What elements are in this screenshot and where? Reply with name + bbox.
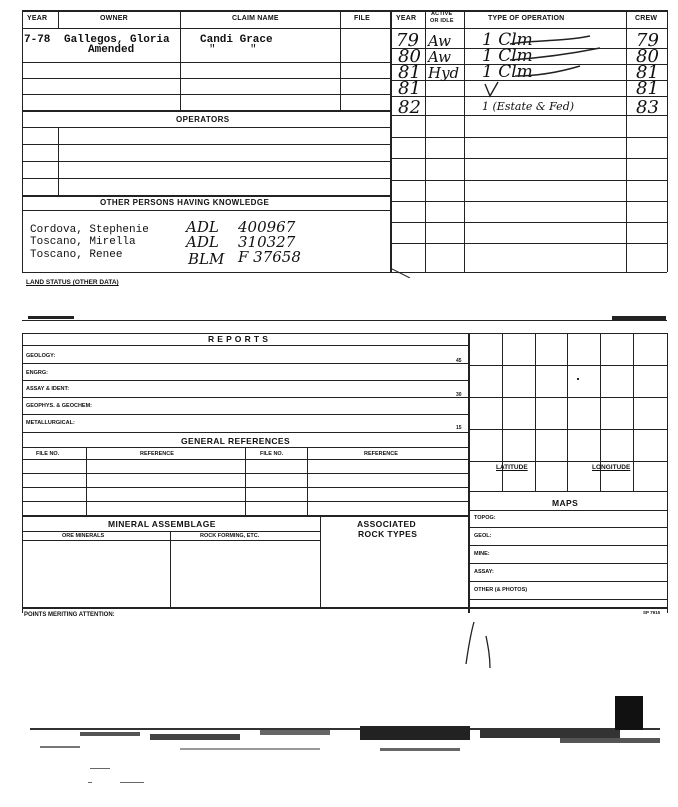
report-geophys-label: GEOPHYS. & GEOCHEM: <box>26 403 93 409</box>
refs-file-no-2: FILE NO. <box>260 451 284 457</box>
longitude-label: LONGITUDE <box>592 464 631 471</box>
person-agency-1: ADL <box>186 218 219 236</box>
activity-crew-3: 81 <box>636 62 659 83</box>
reports-row-line <box>22 432 468 433</box>
knowledge-bottom <box>22 272 390 273</box>
scan-mark <box>28 316 74 319</box>
header-or-idle: OR IDLE <box>430 18 454 24</box>
scan-noise <box>0 690 678 800</box>
maps-row-line <box>468 545 667 546</box>
maps-rule <box>468 510 667 511</box>
owner-name: Gallegos, Gloria <box>64 34 170 46</box>
person-number-3: F 37658 <box>238 248 301 266</box>
header-claim-name: CLAIM NAME <box>232 15 279 22</box>
knowledge-title: OTHER PERSONS HAVING KNOWLEDGE <box>100 198 270 207</box>
grid-row-line <box>468 365 667 366</box>
header-type-of-operation: TYPE OF OPERATION <box>488 15 565 22</box>
knowledge-rule <box>22 210 390 211</box>
map-mine-label: MINE: <box>474 551 490 557</box>
activity-crew-1: 79 <box>636 30 659 51</box>
operators-rule <box>22 127 390 128</box>
person-agency-2: ADL <box>186 233 219 251</box>
mineral-rule <box>22 540 320 541</box>
header-owner: OWNER <box>100 15 128 22</box>
map-geol-label: GEOL: <box>474 533 492 539</box>
report-metallurgical-num: 15 <box>456 425 462 431</box>
operators-title: OPERATORS <box>176 115 230 124</box>
header-year: YEAR <box>27 15 48 22</box>
top-border <box>22 10 667 12</box>
header-file: FILE <box>354 15 370 22</box>
operators-bottom <box>22 195 390 197</box>
activity-type-3: 1 Clm <box>482 62 533 82</box>
refs-file-no-1: FILE NO. <box>36 451 60 457</box>
refs-col-line <box>307 447 308 515</box>
report-assay-num: 30 <box>456 392 462 398</box>
activity-active-1: Aw <box>428 32 451 50</box>
map-topog-label: TOPOG: <box>474 515 496 521</box>
maps-row-line <box>468 527 667 528</box>
activity-active-3: Hyd <box>428 64 460 82</box>
activity-year-3: 81 <box>398 62 421 83</box>
mineral-col-line <box>170 531 171 607</box>
right-border <box>667 10 668 272</box>
activity-year-5: 82 <box>398 97 421 118</box>
refs-reference-2: REFERENCE <box>364 451 398 457</box>
map-assay-label: ASSAY: <box>474 569 494 575</box>
person-name-3: Toscano, Renee <box>30 249 123 261</box>
year-col-line <box>58 10 59 28</box>
ore-minerals-label: ORE MINERALS <box>62 533 105 539</box>
grid-col-line <box>633 333 634 491</box>
report-assay-label: ASSAY & IDENT: <box>26 386 70 392</box>
latitude-label: LATITUDE <box>496 464 528 471</box>
owner-year: 7-78 <box>24 34 51 46</box>
activity-type-1: 1 Clm <box>482 30 533 50</box>
reports-right-border <box>667 333 668 613</box>
general-refs-title: GENERAL REFERENCES <box>181 436 291 446</box>
form-code: SP 7915 <box>643 610 661 615</box>
mineral-bottom <box>22 607 468 609</box>
grid-dot <box>577 378 579 380</box>
mineral-col-line <box>320 515 321 607</box>
left-border <box>22 10 23 272</box>
person-number-2: 310327 <box>238 233 296 251</box>
rock-types-label: ROCK TYPES <box>358 529 418 539</box>
activity-active-2: Aw <box>428 48 451 66</box>
owner-row-line <box>22 78 390 79</box>
person-number-1: 400967 <box>238 218 296 236</box>
activity-year-2: 80 <box>398 46 421 67</box>
reports-row-line <box>22 363 468 364</box>
activity-year-4: 81 <box>398 78 421 99</box>
header-crew: CREW <box>635 15 658 22</box>
mineral-rule <box>22 531 320 532</box>
maps-row-line <box>468 563 667 564</box>
person-name-2: Toscano, Mirella <box>30 236 136 248</box>
header-active: ACTIVE <box>431 11 453 17</box>
reports-divider <box>468 333 470 613</box>
activity-type-2: 1 Clm <box>482 46 533 66</box>
report-geology-num: 45 <box>456 358 462 364</box>
report-geology-label: GEOLOGY: <box>26 353 56 359</box>
activity-crew-2: 80 <box>636 46 659 67</box>
person-agency-3: BLM <box>188 250 225 268</box>
maps-title: MAPS <box>552 498 579 508</box>
coords-divider <box>567 461 568 491</box>
maps-bottom <box>468 607 667 609</box>
grid-row-line <box>468 397 667 398</box>
refs-col-line <box>245 447 246 515</box>
maps-row-line <box>468 581 667 582</box>
owner-row-line <box>22 110 390 112</box>
mineral-title: MINERAL ASSEMBLAGE <box>108 519 216 529</box>
reports-row-line <box>22 380 468 381</box>
owner-row-line <box>22 94 390 95</box>
handwritten-mark <box>460 616 500 672</box>
maps-row-line <box>468 599 667 600</box>
owner-amended: Amended <box>88 44 135 56</box>
reports-row-line <box>22 397 468 398</box>
operators-row-line <box>22 178 390 179</box>
owner-col-line <box>180 10 181 110</box>
activity-crew-5: 83 <box>636 97 659 118</box>
claim-ditto-1: " <box>209 44 216 56</box>
handwritten-strokes <box>390 28 667 278</box>
person-name-1: Cordova, Stephenie <box>30 224 149 236</box>
reports-row-line <box>22 345 468 346</box>
grid-col-line <box>535 333 536 491</box>
refs-bottom <box>22 515 468 517</box>
refs-col-line <box>86 447 87 515</box>
report-metallurgical-label: METALLURGICAL: <box>26 420 75 426</box>
land-status-bottom <box>22 320 667 321</box>
activity-year-1: 79 <box>396 30 419 51</box>
grid-row-line <box>468 429 667 430</box>
rock-forming-label: ROCK FORMING, ETC. <box>200 533 260 539</box>
claim-col-line <box>340 10 341 110</box>
coords-bottom <box>468 491 667 492</box>
land-status-label: LAND STATUS (OTHER DATA) <box>26 279 119 286</box>
reports-top-line <box>22 333 667 334</box>
operators-row-line <box>22 144 390 145</box>
activity-type-5: 1 (Estate & Fed) <box>482 100 575 113</box>
claim-ditto-2: " <box>250 44 257 56</box>
owner-row-line <box>22 62 390 63</box>
points-meriting-label: POINTS MERITING ATTENTION: <box>24 612 115 618</box>
refs-reference-1: REFERENCE <box>140 451 174 457</box>
claim-name: Candi Grace <box>200 34 273 46</box>
associated-label: ASSOCIATED <box>357 519 417 529</box>
activity-crew-4: 81 <box>636 78 659 99</box>
reports-row-line <box>22 414 468 415</box>
map-other-label: OTHER (& PHOTOS) <box>474 587 528 593</box>
operators-row-line <box>22 161 390 162</box>
header-year-2: YEAR <box>396 15 417 22</box>
reports-title: R E P O R T S <box>208 334 269 344</box>
report-engrg-label: ENGRG: <box>26 370 48 376</box>
